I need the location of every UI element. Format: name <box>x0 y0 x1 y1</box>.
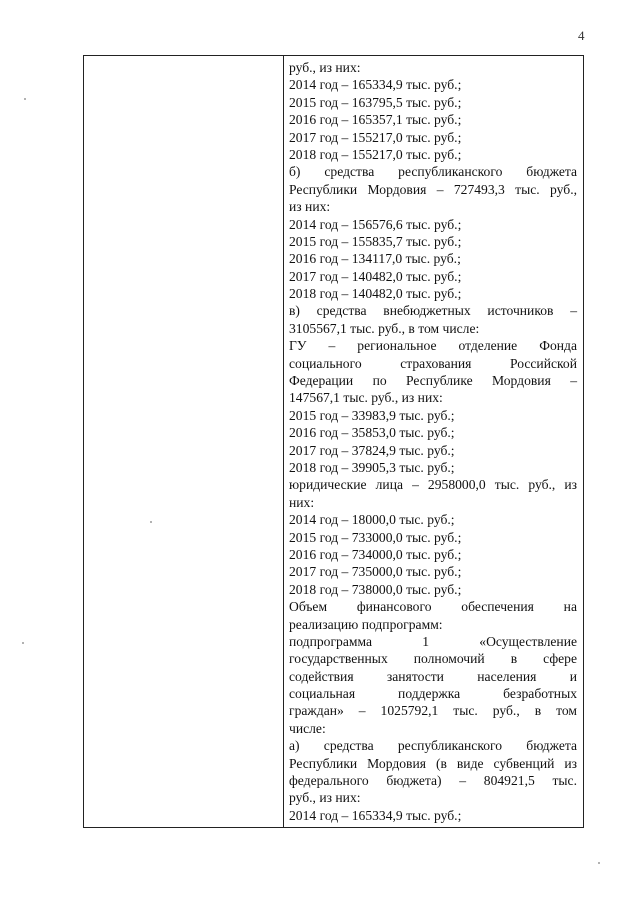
text-line: 2014 год – 165334,9 тыс. руб.; <box>289 807 462 823</box>
text-line: 2016 год – 134117,0 тыс. руб.; <box>289 251 461 267</box>
text-line: 2015 год – 33983,9 тыс. руб.; <box>289 407 455 423</box>
text-line: числе: <box>289 720 326 736</box>
page-number: 4 <box>578 28 585 43</box>
text-line: руб., из них: <box>289 60 361 75</box>
text-line: 2018 год – 738000,0 тыс. руб.; <box>289 581 462 597</box>
text-line: реализацию подпрограмм: <box>289 616 443 632</box>
text-line: государственных полномочий в сфере <box>289 651 577 667</box>
text-line: 2015 год – 155835,7 тыс. руб.; <box>289 233 462 249</box>
text-line: 2016 год – 165357,1 тыс. руб.; <box>289 112 462 128</box>
text-line: 2017 год – 155217,0 тыс. руб.; <box>289 129 462 145</box>
text-line: 2016 год – 734000,0 тыс. руб.; <box>289 546 462 562</box>
text-line: Республики Мордовия – 727493,3 тыс. руб., <box>289 181 577 197</box>
text-line: в) средства внебюджетных источников – <box>289 303 577 319</box>
text-line: Объем финансового обеспечения на <box>289 599 577 615</box>
text-line: федерального бюджета) – 804921,5 тыс. <box>289 773 577 789</box>
text-line: подпрограмма 1 «Осуществление <box>289 633 577 649</box>
text-line: руб., из них: <box>289 790 361 806</box>
text-line: Республики Мордовия (в виде субвенций из <box>289 755 577 771</box>
scan-speck <box>22 642 24 644</box>
text-line: б) средства республиканского бюджета <box>289 164 577 180</box>
text-line: них: <box>289 494 315 510</box>
text-line: 2017 год – 735000,0 тыс. руб.; <box>289 564 462 580</box>
text-line: 2018 год – 155217,0 тыс. руб.; <box>289 146 462 162</box>
text-line: а) средства республиканского бюджета <box>289 738 577 754</box>
text-line: 2014 год – 165334,9 тыс. руб.; <box>289 77 462 93</box>
text-line: из них: <box>289 199 331 215</box>
text-line: содействия занятости населения и <box>289 668 577 684</box>
text-line: 2017 год – 140482,0 тыс. руб.; <box>289 268 462 284</box>
text-line: 3105567,1 тыс. руб., в том числе: <box>289 320 480 336</box>
text-line: ГУ – региональное отделение Фонда <box>289 338 577 354</box>
scan-speck <box>24 98 26 100</box>
text-line: 2018 год – 39905,3 тыс. руб.; <box>289 459 455 475</box>
text-line: Федерации по Республике Мордовия – <box>289 373 577 389</box>
scan-speck <box>150 521 152 523</box>
text-line: 147567,1 тыс. руб., из них: <box>289 390 443 406</box>
text-line: 2018 год – 140482,0 тыс. руб.; <box>289 286 462 302</box>
text-line: 2014 год – 156576,6 тыс. руб.; <box>289 216 462 232</box>
table-right-cell <box>289 59 577 824</box>
text-line: 2015 год – 733000,0 тыс. руб.; <box>289 529 462 545</box>
text-line: 2017 год – 37824,9 тыс. руб.; <box>289 442 455 458</box>
text-line: граждан» – 1025792,1 тыс. руб., в том <box>289 703 577 719</box>
text-line: 2016 год – 35853,0 тыс. руб.; <box>289 425 455 441</box>
text-line: социального страхования Российской <box>289 355 577 371</box>
text-line: социальная поддержка безработных <box>289 686 577 702</box>
text-line: юридические лица – 2958000,0 тыс. руб., из <box>289 477 577 493</box>
column-divider <box>283 56 284 827</box>
text-line: 2015 год – 163795,5 тыс. руб.; <box>289 94 462 110</box>
scan-speck <box>598 862 600 864</box>
document-table <box>83 55 584 828</box>
text-line: 2014 год – 18000,0 тыс. руб.; <box>289 512 455 528</box>
